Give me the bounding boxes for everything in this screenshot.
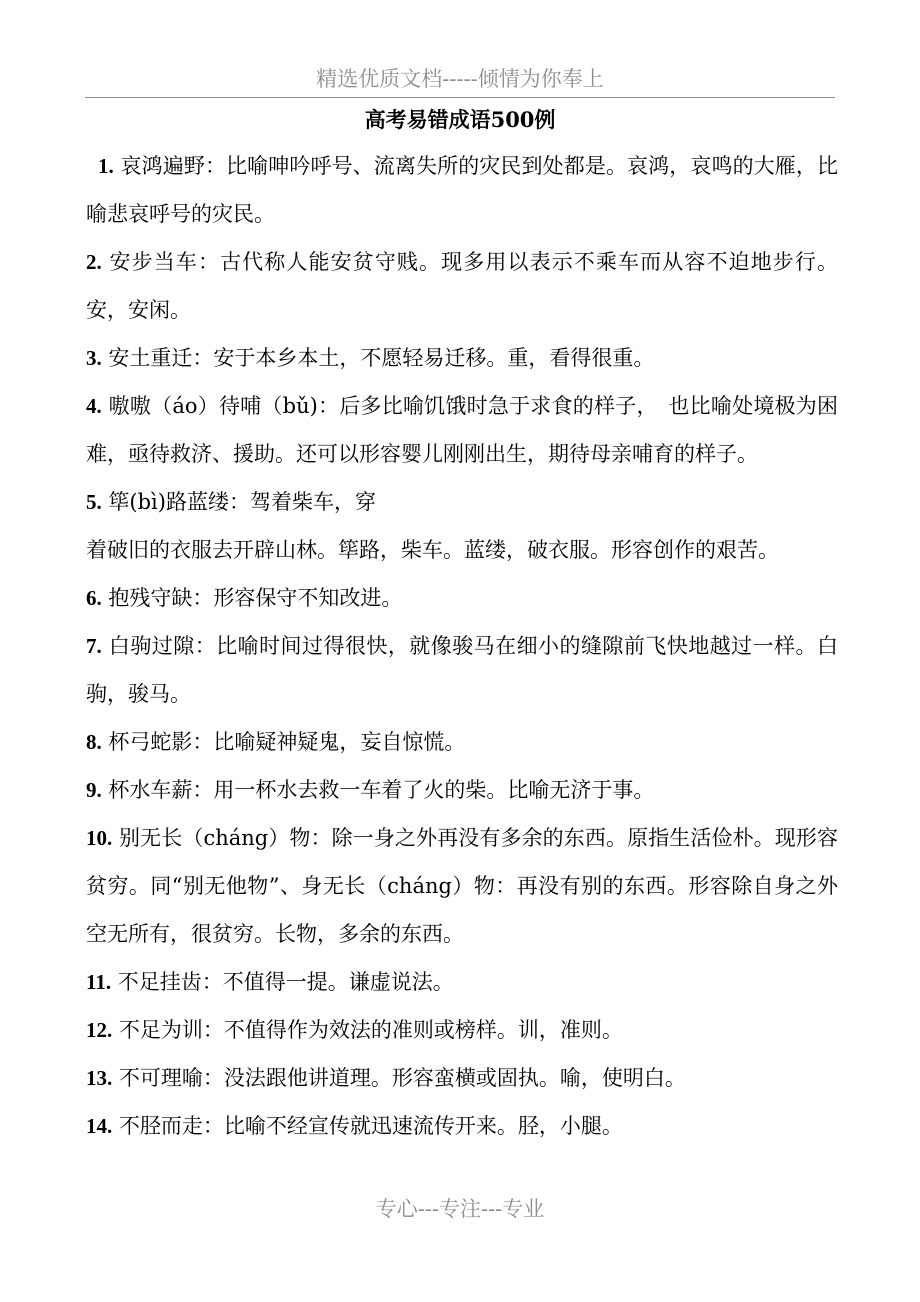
item-text: 哀鸿遍野：比喻呻吟呼号、流离失所的灾民到处都是。哀鸿，哀鸣的大雁，比喻悲哀呼号的灾民。 bbox=[86, 154, 838, 226]
list-item bbox=[86, 142, 838, 238]
list-item bbox=[86, 478, 838, 574]
list-item bbox=[86, 718, 838, 766]
list-item bbox=[86, 1102, 838, 1150]
page-footer: 专心---专注---专业 bbox=[375, 1197, 545, 1221]
item-number: 7. bbox=[86, 634, 102, 658]
item-text: 不足挂齿：不值得一提。谦虚说法。 bbox=[111, 970, 454, 994]
item-number: 6. bbox=[86, 586, 102, 610]
item-text: 杯弓蛇影：比喻疑神疑鬼，妄自惊慌。 bbox=[101, 730, 466, 754]
item-text: 不可理喻：没法跟他讲道理。形容蛮横或固执。喻，使明白。 bbox=[112, 1066, 686, 1090]
header-divider bbox=[85, 97, 835, 98]
item-number: 10. bbox=[86, 826, 113, 850]
list-item bbox=[86, 1006, 838, 1054]
item-number: 3. bbox=[86, 346, 102, 370]
list-item bbox=[86, 814, 838, 958]
item-text: 白驹过隙：比喻时间过得很快，就像骏马在细小的缝隙前飞快地越过一样。白驹，骏马。 bbox=[86, 634, 838, 706]
item-number: 13. bbox=[86, 1066, 113, 1090]
item-number: 9. bbox=[86, 778, 102, 802]
list-item bbox=[86, 238, 838, 334]
idiom-list bbox=[86, 142, 838, 1150]
list-item bbox=[86, 382, 838, 478]
item-number: 1. bbox=[98, 154, 114, 178]
item-text: 嗷嗷（áo）待哺（bǔ)：后多比喻饥饿时急于求食的样子， 也比喻处境极为困难，亟待救济、援助。还可以形容婴儿刚刚出生，期待母亲哺育的样子。 bbox=[86, 394, 838, 466]
document-title: 高考易错成语500例 bbox=[364, 107, 556, 132]
item-number: 14. bbox=[86, 1114, 113, 1138]
item-text: 安步当车：古代称人能安贫守贱。现多用以表示不乘车而从容不迫地步行。安，安闲。 bbox=[86, 250, 838, 322]
list-item bbox=[86, 958, 838, 1006]
item-number: 5. bbox=[86, 490, 102, 514]
page-header: 精选优质文档-----倾情为你奉上 bbox=[316, 67, 604, 91]
list-item bbox=[86, 1054, 838, 1102]
list-item bbox=[86, 622, 838, 718]
item-text: 不足为训：不值得作为效法的准则或榜样。训，准则。 bbox=[112, 1018, 623, 1042]
item-number: 12. bbox=[86, 1018, 113, 1042]
item-number: 4. bbox=[86, 394, 102, 418]
item-text: 安土重迁：安于本乡本土，不愿轻易迁移。重，看得很重。 bbox=[101, 346, 655, 370]
item-number: 8. bbox=[86, 730, 102, 754]
item-text-continued: 着破旧的衣服去开辟山林。筚路，柴车。蓝缕，破衣服。形容创作的艰苦。 bbox=[86, 538, 779, 562]
item-text: 筚(bì)路蓝缕：驾着柴车，穿 bbox=[101, 490, 376, 514]
item-number: 11. bbox=[86, 970, 112, 994]
list-item bbox=[86, 334, 838, 382]
item-text: 杯水车薪：用一杯水去救一车着了火的柴。比喻无济于事。 bbox=[101, 778, 655, 802]
item-text: 抱残守缺：形容保守不知改进。 bbox=[101, 586, 403, 610]
item-number: 2. bbox=[86, 250, 102, 274]
item-text: 别无长（cháng）物：除一身之外再没有多余的东西。原指生活俭朴。现形容贫穷。同“别无他物”、身无长（cháng）物：再没有别的东西。形容除自身之外空无所有，很贫穷。长物，多余的东西。 bbox=[86, 826, 838, 946]
list-item bbox=[86, 574, 838, 622]
item-text: 不胫而走：比喻不经宣传就迅速流传开来。胫，小腿。 bbox=[112, 1114, 623, 1138]
list-item bbox=[86, 766, 838, 814]
